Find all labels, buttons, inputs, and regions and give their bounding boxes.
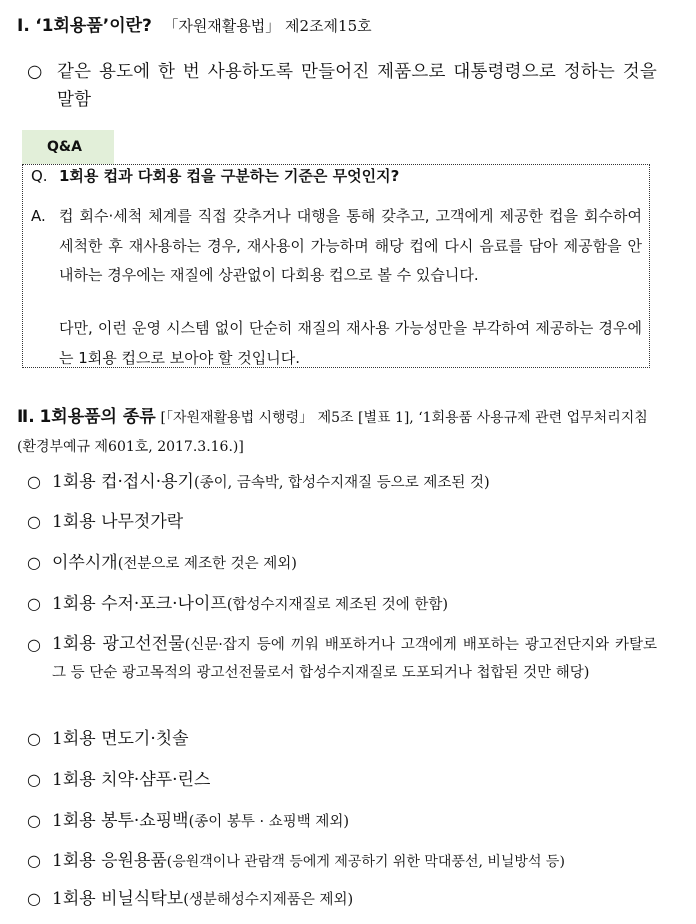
section1-heading bbox=[17, 14, 372, 38]
list-bullet: ○ bbox=[27, 472, 41, 491]
question-text: 1회용 컵과 다회용 컵을 구분하는 기준은 무엇인지? bbox=[59, 167, 400, 185]
item-name: 1회용 비닐식탁보 bbox=[52, 889, 184, 909]
section1-title: ‘1회용품’이란? bbox=[35, 16, 152, 36]
list-bullet: ○ bbox=[27, 729, 41, 748]
item-note: (생분해성수지제품은 제외) bbox=[183, 892, 354, 908]
item-note: (전분으로 제조한 것은 제외) bbox=[117, 556, 297, 572]
section2-heading bbox=[17, 403, 657, 461]
list-bullet: ○ bbox=[27, 811, 41, 830]
section1-reference: 「자원재활용법」 제2조제15호 bbox=[163, 17, 372, 35]
definition-text: 같은 용도에 한 번 사용하도록 만들어진 제품으로 대통령령으로 정하는 것을 말함 bbox=[57, 62, 657, 110]
item-name: 1회용 치약·샴푸·린스 bbox=[52, 770, 211, 790]
item-note: (종이 봉투 · 쇼핑백 제외) bbox=[188, 814, 349, 830]
list-bullet: ○ bbox=[27, 851, 41, 870]
question-label: Q. bbox=[31, 167, 48, 185]
item-name: 1회용 수저·포크·나이프 bbox=[52, 594, 227, 614]
section1-number: Ⅰ. bbox=[17, 16, 30, 36]
answer-paragraph-1: 컵 회수·세척 체계를 직접 갖추거나 대행을 통해 갖추고, 고객에게 제공한 컵을 회수하여 세척한 후 재사용하는 경우, 재사용이 가능하며 해당 컵에 다시 음료를 담아 제공함을 안내하는 경우에는 재질에 상관없이 다회용 컵으로 볼 수 있습니다. bbox=[59, 207, 642, 284]
list-bullet: ○ bbox=[27, 635, 41, 654]
item-name: 1회용 컵·접시·용기 bbox=[52, 472, 194, 492]
item-name: 1회용 나무젓가락 bbox=[52, 512, 184, 532]
list-bullet: ○ bbox=[27, 512, 41, 531]
list-bullet: ○ bbox=[27, 889, 41, 908]
item-name: 이쑤시개 bbox=[52, 553, 118, 573]
item-note: (종이, 금속박, 합성수지재질 등으로 제조된 것) bbox=[193, 475, 490, 491]
item-name: 1회용 봉투·쇼핑백 bbox=[52, 811, 189, 831]
section2-title: 1회용품의 종류 bbox=[39, 407, 156, 427]
answer-paragraph-2: 다만, 이런 운영 시스템 없이 단순히 재질의 재사용 가능성만을 부각하여 제공하는 경우에는 1회용 컵으로 보아야 할 것입니다. bbox=[59, 319, 642, 367]
answer-label: A. bbox=[31, 207, 46, 225]
section2-reference: [「자원재활용법 시행령」 제5조 [별표 1], ‘1회용품 사용규제 관련 업무처리지침(환경부예규 제601호, 2017.3.16.)] bbox=[17, 410, 648, 455]
list-bullet: ○ bbox=[27, 553, 41, 572]
item-name: 1회용 응원용품 bbox=[52, 851, 167, 871]
list-bullet: ○ bbox=[27, 770, 41, 789]
item-note: (합성수지재질로 제조된 것에 한함) bbox=[226, 597, 449, 613]
item-name: 1회용 면도기·칫솔 bbox=[52, 729, 189, 749]
definition-bullet: ○ bbox=[27, 62, 43, 82]
item-note: (응원객이나 관람객 등에게 제공하기 위한 막대풍선, 비닐방석 등) bbox=[166, 854, 565, 870]
item-name: 1회용 광고선전물 bbox=[52, 634, 185, 654]
qa-tab-label: Q&A bbox=[22, 130, 114, 164]
item-note: (신문·잡지 등에 끼워 배포하거나 고객에게 배포하는 광고전단지와 카탈로그 등 단순 광고목적의 광고선전물로서 합성수지재질로 도포되거나 첩합된 것만 해당) bbox=[52, 637, 657, 681]
list-bullet: ○ bbox=[27, 594, 41, 613]
section2-number: Ⅱ. bbox=[17, 407, 35, 427]
